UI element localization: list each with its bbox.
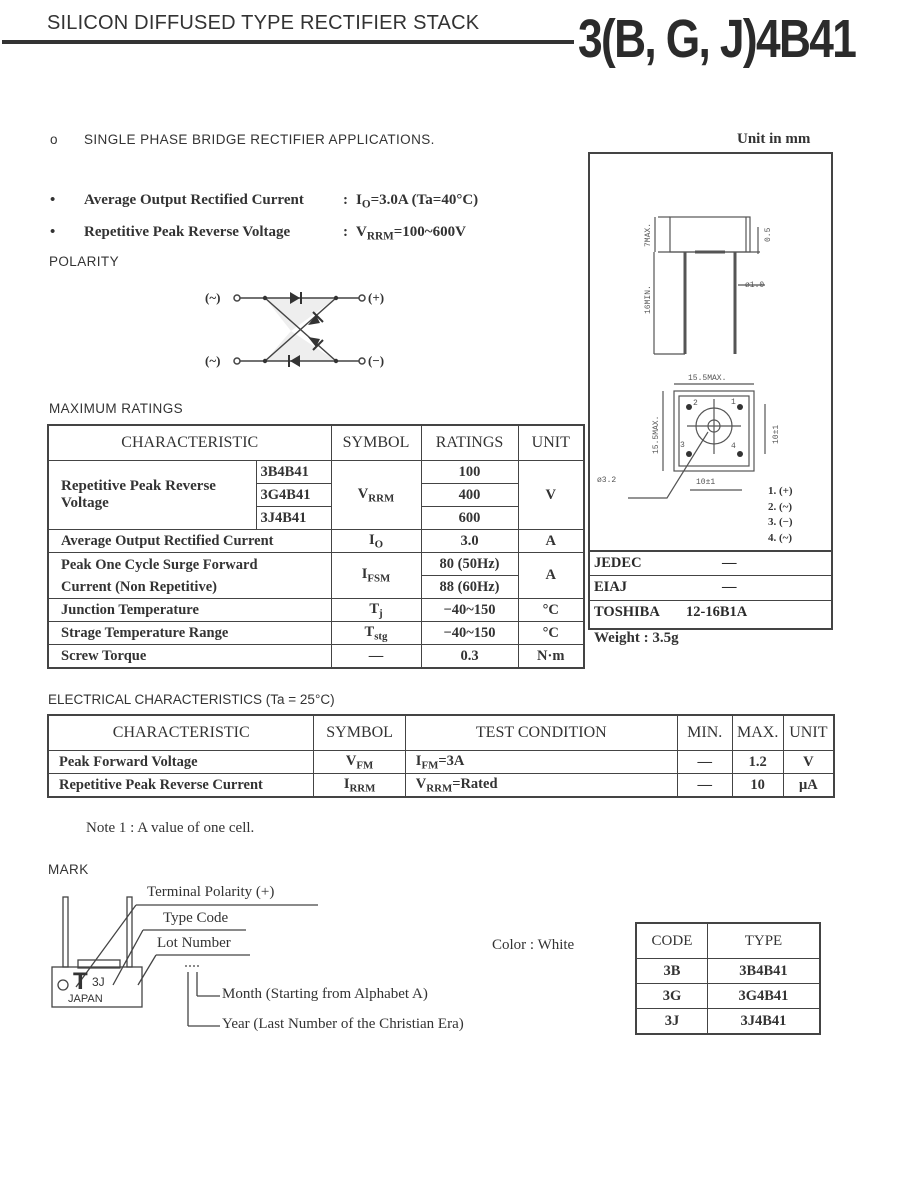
feature-value: $I_O=3.0A$ (Ta=40°C) [356, 192, 479, 211]
mark-label-terminal-polarity: Terminal Polarity (+) [147, 884, 275, 900]
type-cell: 3J4B41 [256, 507, 331, 530]
unit-cell: N·m [518, 645, 584, 669]
dim-lead-min: 16MIN. [644, 285, 653, 314]
header-unit: UNIT [783, 715, 834, 751]
header-test-condition: TEST CONDITION [405, 715, 677, 751]
type-cell: 3G4B41 [707, 984, 820, 1009]
table-row [48, 774, 834, 798]
dim-hole-dia: ø3.2 [597, 476, 617, 485]
dim-height-max: 7MAX. [644, 222, 653, 247]
min-cell: — [677, 774, 732, 798]
standard-row-jedec: JEDEC — [590, 550, 831, 576]
rating-cell: −40~150 [421, 622, 518, 645]
feature-label: Repetitive Peak Reverse Voltage [84, 224, 291, 240]
type-cell: 3G4B41 [256, 484, 331, 507]
package-drawing [590, 154, 831, 549]
characteristic-cell: Strage Temperature Range [48, 622, 331, 645]
pin-legend [768, 484, 793, 546]
header-unit: UNIT [518, 425, 584, 461]
rating-cell: 0.3 [421, 645, 518, 669]
mark-label-type-code: Type Code [163, 910, 229, 926]
unit-cell: V [783, 751, 834, 774]
table-row [48, 461, 584, 484]
mark-year-label: Year (Last Number of the Christian Era) [222, 1016, 464, 1032]
electrical-title: ELECTRICAL CHARACTERISTICS (Ta = 25°C) [48, 692, 335, 707]
characteristic-cell: Repetitive Peak Reverse Current [48, 774, 314, 798]
header-characteristic: CHARACTERISTIC [48, 425, 331, 461]
max-cell: 10 [732, 774, 783, 798]
package-weight: Weight : 3.5g [594, 630, 679, 646]
part-number-title: 3(B, G, J)4B41 [578, 9, 856, 69]
dim-depth-max: 15.5MAX. [652, 415, 661, 454]
unit-cell: V [518, 461, 584, 530]
code-type-table [635, 922, 821, 1035]
polarity-right-top-label: (+) [368, 290, 385, 305]
pin-number: 3 [680, 441, 685, 450]
unit-cell: μA [783, 774, 834, 798]
note-text: Note 1 : A value of one cell. [86, 820, 255, 836]
max-ratings-title: MAXIMUM RATINGS [49, 401, 183, 416]
mark-color: Color : White [492, 937, 575, 953]
table-row [48, 622, 584, 645]
vrrm-symbol: $V_{RRM}$ [331, 461, 421, 530]
header-symbol: SYMBOL [331, 425, 421, 461]
standard-row-eiaj: EIAJ — [590, 575, 831, 600]
table-row [48, 553, 584, 576]
min-cell: — [677, 751, 732, 774]
symbol-cell: $V_{FM}$ [314, 751, 405, 774]
header-ratings: RATINGS [421, 425, 518, 461]
table-row [636, 959, 820, 984]
table-row [48, 751, 834, 774]
header-min: MIN. [677, 715, 732, 751]
polarity-title: POLARITY [49, 254, 119, 269]
code-cell: 3J [636, 1009, 707, 1035]
pin-legend-item: 1. (+) [768, 485, 793, 497]
unit-cell: A [518, 553, 584, 599]
mark-type-code: 3J [92, 975, 105, 989]
pin-legend-item: 4. (~) [768, 531, 793, 544]
standard-row-toshiba: TOSHIBA 12-16B1A [590, 600, 831, 625]
lot-bracket-lines [180, 960, 225, 1035]
rating-cell: 400 [421, 484, 518, 507]
feature-value: $V_{RRM}=100\sim 600V$ [356, 224, 466, 243]
table-header-row [48, 715, 834, 751]
rating-cell: 100 [421, 461, 518, 484]
pin-legend-item: 3. (−) [768, 516, 793, 528]
header-characteristic: CHARACTERISTIC [48, 715, 314, 751]
unit-cell: A [518, 530, 584, 553]
rating-cell: 88 (60Hz) [421, 576, 518, 599]
rating-cell: 3.0 [421, 530, 518, 553]
rating-cell: 600 [421, 507, 518, 530]
characteristic-cell: Peak One Cycle Surge Forward Current (Non Repetitive) [48, 553, 331, 599]
table-header-row [636, 923, 820, 959]
electrical-table [47, 714, 835, 798]
type-cell: 3J4B41 [707, 1009, 820, 1035]
mark-month-label: Month (Starting from Alphabet A) [222, 986, 428, 1002]
vrrm-characteristic: Repetitive Peak Reverse Voltage [48, 461, 256, 530]
feature-bullet: • [50, 224, 56, 240]
feature-bullet: • [50, 192, 56, 208]
rating-cell: −40~150 [421, 599, 518, 622]
application-text: SINGLE PHASE BRIDGE RECTIFIER APPLICATIONS. [84, 132, 435, 147]
pin-number: 1 [731, 398, 736, 407]
condition-cell: $I_{FM}=3A$ [405, 751, 677, 774]
table-row [636, 1009, 820, 1035]
code-cell: 3G [636, 984, 707, 1009]
max-cell: 1.2 [732, 751, 783, 774]
code-cell: 3B [636, 959, 707, 984]
table-row [636, 984, 820, 1009]
rating-cell: 80 (50Hz) [421, 553, 518, 576]
dim-pitch-h: 10±1 [696, 478, 716, 487]
max-ratings-table [47, 424, 585, 669]
type-cell: 3B4B41 [256, 461, 331, 484]
application-bullet: o [50, 132, 58, 147]
mark-title: MARK [48, 862, 89, 877]
unit-note: Unit in mm [737, 131, 811, 147]
mark-label-lot-number: Lot Number [157, 935, 231, 951]
pin-legend-item: 2. (~) [768, 500, 793, 513]
condition-cell: $V_{RRM}=Rated$ [405, 774, 677, 798]
pin-number: 2 [693, 399, 698, 408]
polarity-left-top-label: (~) [205, 290, 221, 305]
symbol-cell: $T_{stg}$ [331, 622, 421, 645]
symbol-cell: $T_j$ [331, 599, 421, 622]
feature-label: Average Output Rectified Current [84, 192, 304, 208]
header-type: TYPE [707, 923, 820, 959]
symbol-cell: $I_{FSM}$ [331, 553, 421, 599]
dim-offset: 0.5 [764, 227, 773, 242]
header-rule [2, 40, 574, 44]
document-subtitle: SILICON DIFFUSED TYPE RECTIFIER STACK [47, 12, 480, 34]
feature-separator: : [343, 224, 348, 240]
symbol-cell: — [331, 645, 421, 669]
feature-separator: : [343, 192, 348, 208]
symbol-cell: $I_O$ [331, 530, 421, 553]
header-max: MAX. [732, 715, 783, 751]
dim-lead-dia: ø1.0 [745, 281, 765, 290]
dim-width-max: 15.5MAX. [688, 374, 727, 383]
polarity-right-bottom-label: (−) [368, 353, 385, 368]
symbol-cell: $I_{RRM}$ [314, 774, 405, 798]
header-symbol: SYMBOL [314, 715, 405, 751]
bridge-polarity-diagram [228, 285, 368, 375]
table-row [48, 645, 584, 669]
pin-number: 4 [731, 442, 736, 451]
polarity-left-bottom-label: (~) [205, 353, 221, 368]
table-header-row [48, 425, 584, 461]
dim-pitch-v: 10±1 [772, 424, 781, 444]
characteristic-cell: Junction Temperature [48, 599, 331, 622]
mark-logo: T [73, 968, 88, 995]
mark-country: JAPAN [68, 993, 103, 1005]
table-row [48, 599, 584, 622]
type-cell: 3B4B41 [707, 959, 820, 984]
unit-cell: °C [518, 599, 584, 622]
characteristic-cell: Average Output Rectified Current [48, 530, 331, 553]
characteristic-cell: Peak Forward Voltage [48, 751, 314, 774]
package-outline-box [588, 152, 833, 630]
table-row [48, 530, 584, 553]
header-code: CODE [636, 923, 707, 959]
characteristic-cell: Screw Torque [48, 645, 331, 669]
unit-cell: °C [518, 622, 584, 645]
